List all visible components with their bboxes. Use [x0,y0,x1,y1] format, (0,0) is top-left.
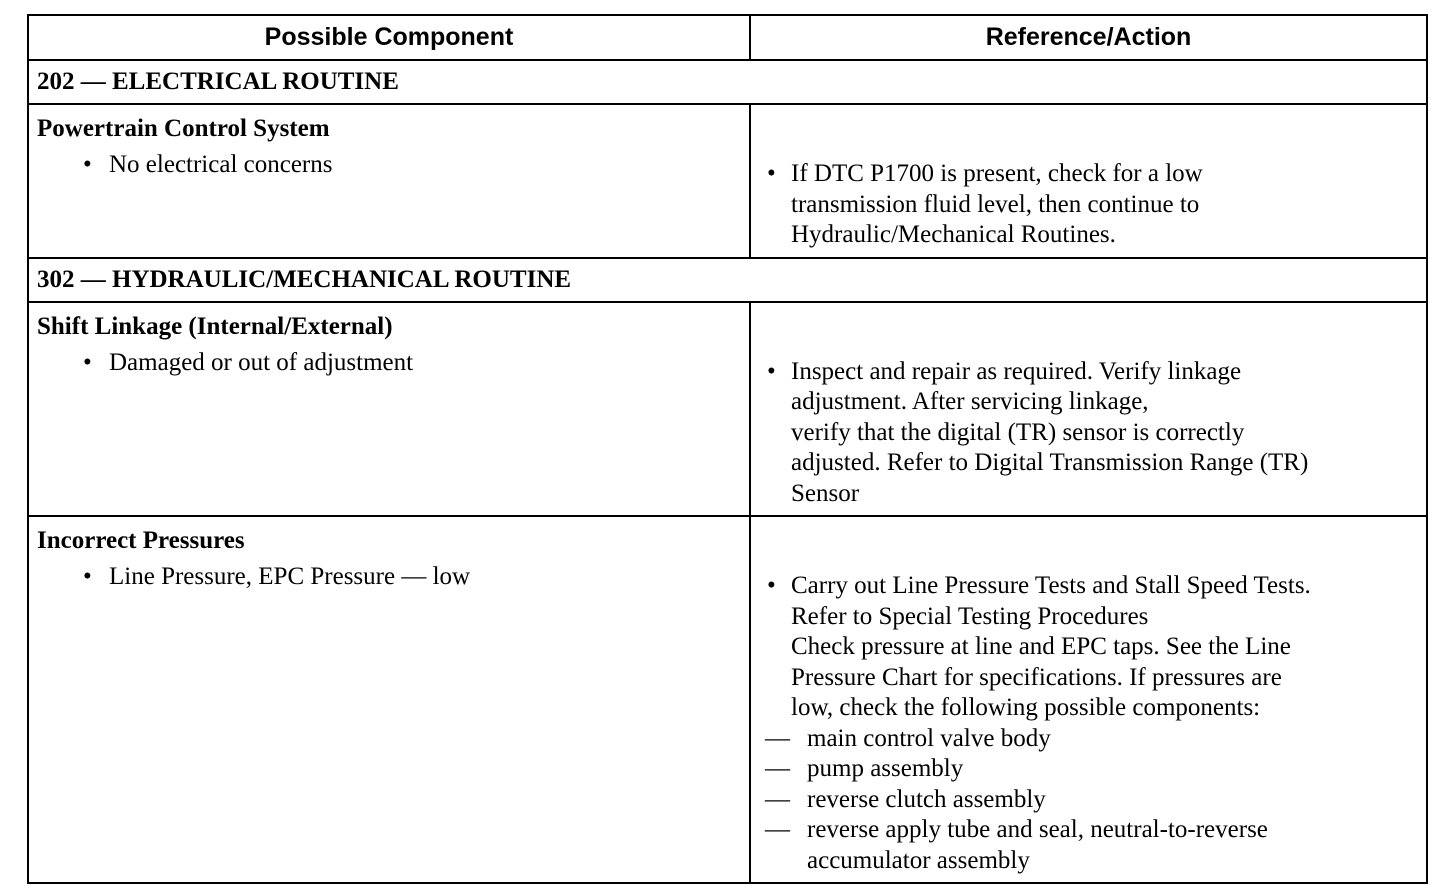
section-title: 302 — HYDRAULIC/MECHANICAL ROUTINE [28,258,1427,302]
header-possible-component: Possible Component [28,15,750,60]
action-line: Refer to Special Testing Procedures [791,602,1149,630]
action-line: adjustment. After servicing linkage, [791,388,1149,415]
list-item-line: main control valve body [807,724,1051,752]
symptom-item [29,150,749,181]
dash-icon: — [765,755,790,782]
table-header-row [28,15,1427,60]
component-title: Incorrect Pressures [37,527,245,554]
symptom-text: Damaged or out of adjustment [109,348,414,376]
bullet-icon: • [767,572,776,599]
bullet-icon: • [83,348,92,376]
action-line: Carry out Line Pressure Tests and Stall Speed Tests. [791,572,1311,599]
list-item-line: pump assembly [807,755,964,782]
diagnostic-table [27,14,1428,884]
dash-icon: — [765,816,790,843]
component-cell [28,516,750,883]
action-line: low, check the following possible components: [791,694,1261,721]
component-title: Shift Linkage (Internal/External) [37,312,393,340]
table-row [28,104,1427,258]
action-line: Sensor [791,479,860,507]
action-line: If DTC P1700 is present, check for a low [791,160,1203,187]
action-line: Inspect and repair as required. Verify linkage [791,357,1242,385]
action-line: Hydraulic/Mechanical Routines. [791,221,1116,248]
table-row [28,302,1427,517]
symptom-item [29,348,749,379]
bullet-icon: • [83,151,92,178]
action-cell [750,302,1427,517]
component-title: Powertrain Control System [37,115,330,142]
component-cell [28,302,750,517]
action-line: transmission fluid level, then continue to [791,190,1200,218]
section-row-hydraulic [28,258,1427,302]
action-line: adjusted. Refer to Digital Transmission Range (TR) [791,449,1309,476]
dash-icon: — [765,785,790,813]
bullet-icon: • [767,160,776,187]
list-item-line: reverse clutch assembly [807,785,1046,813]
bullet-icon: • [83,563,92,590]
symptom-item [29,562,749,593]
list-item [765,754,1418,785]
list-item-line: reverse apply tube and seal, neutral-to-reverse [807,816,1268,843]
list-item-line: accumulator assembly [807,846,1030,874]
table-row [28,516,1427,883]
bullet-icon: • [767,357,776,385]
action-cell [750,104,1427,258]
section-title: 202 — ELECTRICAL ROUTINE [28,60,1427,104]
action-line: verify that the digital (TR) sensor is correctly [791,418,1245,446]
list-item [765,785,1418,816]
action-line: Check pressure at line and EPC taps. See the Line [791,633,1291,660]
list-item [765,724,1418,755]
action-cell [750,516,1427,883]
symptom-text: No electrical concerns [109,151,333,178]
component-cell [28,104,750,258]
symptom-text: Line Pressure, EPC Pressure — low [109,563,471,590]
header-reference-action: Reference/Action [750,15,1427,60]
dash-icon: — [765,724,790,752]
list-item [765,815,1418,876]
section-row-electrical [28,60,1427,104]
action-line: Pressure Chart for specifications. If pressures are [791,663,1282,691]
